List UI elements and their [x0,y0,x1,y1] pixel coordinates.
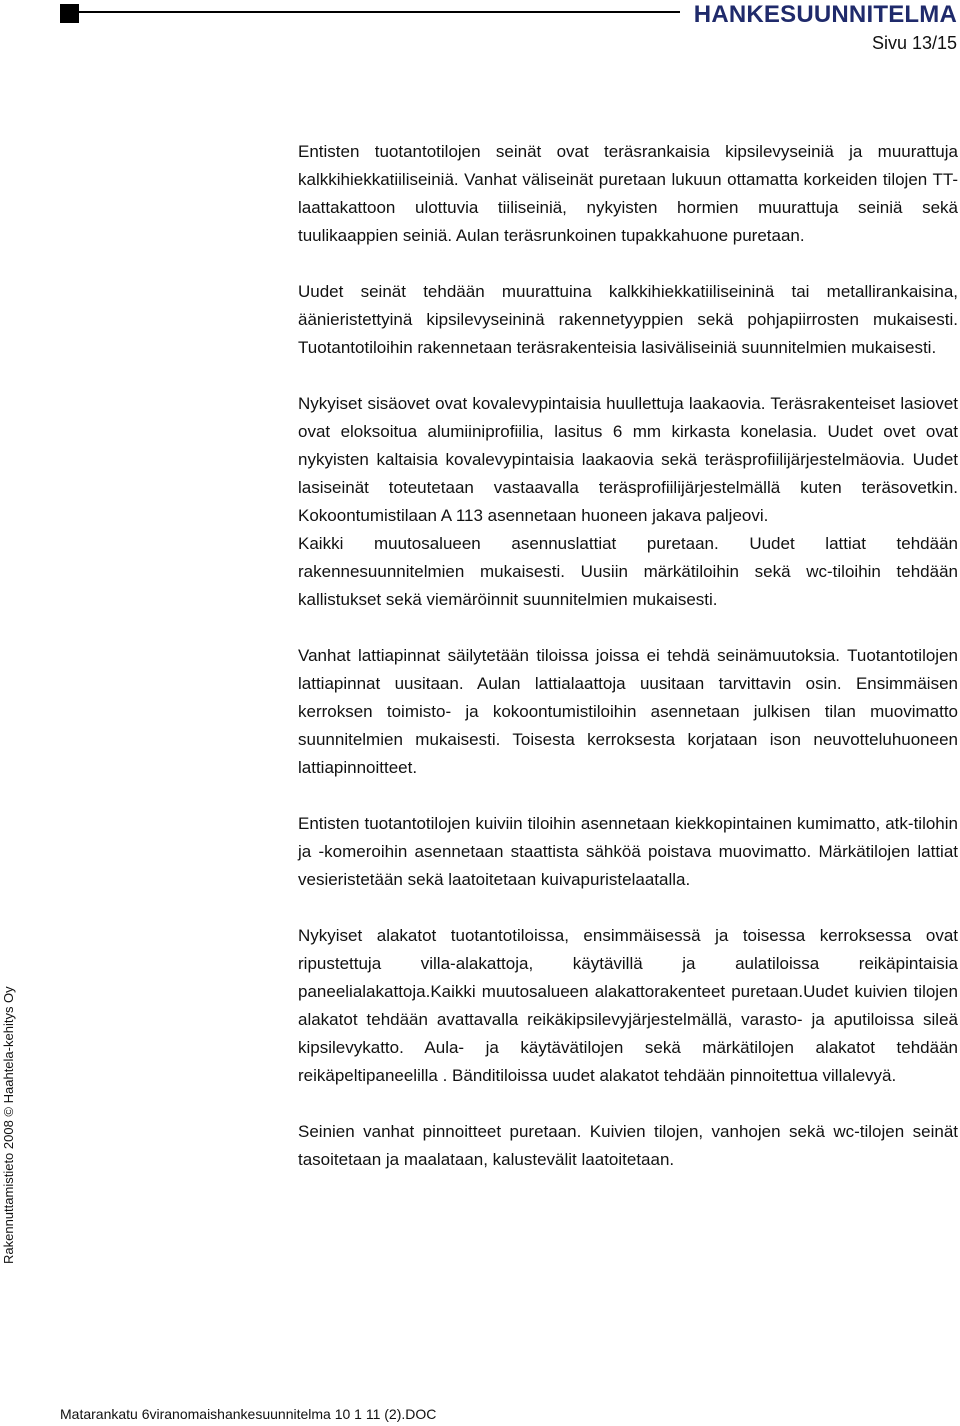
paragraph-floor-mats: Entisten tuotantotilojen kuiviin tiloihin asennetaan kiekkopintainen kumimatto, atk-tilohin ja -komeroihin asennetaan staattista sähköä poistava muovimatto. Märkätilojen lattiat vesieristetään sekä laatoitetaan kuivapuristelaatalla. [298,814,958,889]
copyright-side-text: Rakennuttamistieto 2008 © Haahtela-kehitys Oy [1,986,16,1264]
document-title: HANKESUUNNITELMA [693,1,957,28]
paragraph-walls-existing: Entisten tuotantotilojen seinät ovat teräsrankaisia kipsilevyseiniä ja muurattuja kalkkihiekkatiiliseiniä. Vanhat väliseinät puretaan lukuun ottamatta korkeiden tilojen TT-laattakattoon ulottuvia tiiliseiniä, nykyisten hormien muurattuja seiniä sekä tuulikaappien seiniä. Aulan teräsrunkoinen tupakkahuone puretaan. [298,142,958,245]
page-number: Sivu 13/15 [871,33,957,53]
paragraph-ceilings: Nykyiset alakatot tuotantotiloissa, ensimmäisessä ja toisessa kerroksessa ovat ripustettuja villa-alakattoja, käytävillä ja aulatiloissa reikäpintaisia paneelialakattoja.Kaikki muutosalueen alakattorakenteet puretaan.Uudet kuivien tilojen alakatot tehdään avattavalla reikäkipsilevyjärjestelmällä, varasto- ja aputiloissa sileä kipsilevykatto. Aula- ja käytävätilojen sekä märkätilojen alakatot tehdään reikäpeltipaneelilla . Bänditiloissa uudet alakatot tehdään pinnoitettua villalevyä. [298,926,958,1085]
paragraph-floor-surfaces: Vanhat lattiapinnat säilytetään tiloissa joissa ei tehdä seinämuutoksia. Tuotantotilojen lattiapinnat uusitaan. Aulan lattialaattoja uusitaan tarvittavin osin. Ensimmäisen kerroksen toimisto- ja kokoontumistiloihin asennetaan julkisen tilan muovimatto suunnitelmien mukaisesti. Toisesta kerroksesta korjataan ison neuvotteluhuoneen lattiapinnoitteet. [298,646,958,777]
paragraph-walls-new: Uudet seinät tehdään muurattuina kalkkihiekkatiiliseininä tai metallirankaisina, äänieristettyinä kipsilevyseininä rakennetyyppien sekä pohjapiirrosten mukaisesti. Tuotantotiloihin rakennetaan teräsrakenteisia lasiväliseiniä suunnitelmien mukaisesti. [298,282,958,357]
paragraph-wall-coatings: Seinien vanhat pinnoitteet puretaan. Kuivien tilojen, vanhojen sekä wc-tilojen seinät tasoitetaan ja maalataan, kalustevälit laatoitetaan. [298,1122,958,1169]
footer-filename: Matarankatu 6viranomaishankesuunnitelma 10 1 11 (2).DOC [60,1406,437,1422]
document-body [298,138,958,1202]
paragraph-doors: Nykyiset sisäovet ovat kovalevypintaisia huullettuja laakaovia. Teräsrakenteiset lasiovet ovat eloksoitua alumiiniprofiilia, lasitus 6 mm kirkasta konelasia. Uudet ovet ovat nykyisten kaltaisia kovalevypintaisia laakaovia sekä teräsprofiilijärjestelmäovia. Uudet lasiseinät toteutetaan vastaavalla teräsprofiilijärjestelmällä kuten teräsovetkin. Kokoontumistilaan A 113 asennetaan huoneen jakava paljeovi. [298,394,958,525]
header-square-mark [60,4,79,23]
paragraph-floors-removal: Kaikki muutosalueen asennuslattiat puretaan. Uudet lattiat tehdään rakennesuunnitelmien mukaisesti. Uusiin märkätiloihin sekä wc-tiloihin tehdään kallistukset sekä viemäröinnit suunnitelmien mukaisesti. [298,534,958,609]
header-rule [79,11,680,13]
